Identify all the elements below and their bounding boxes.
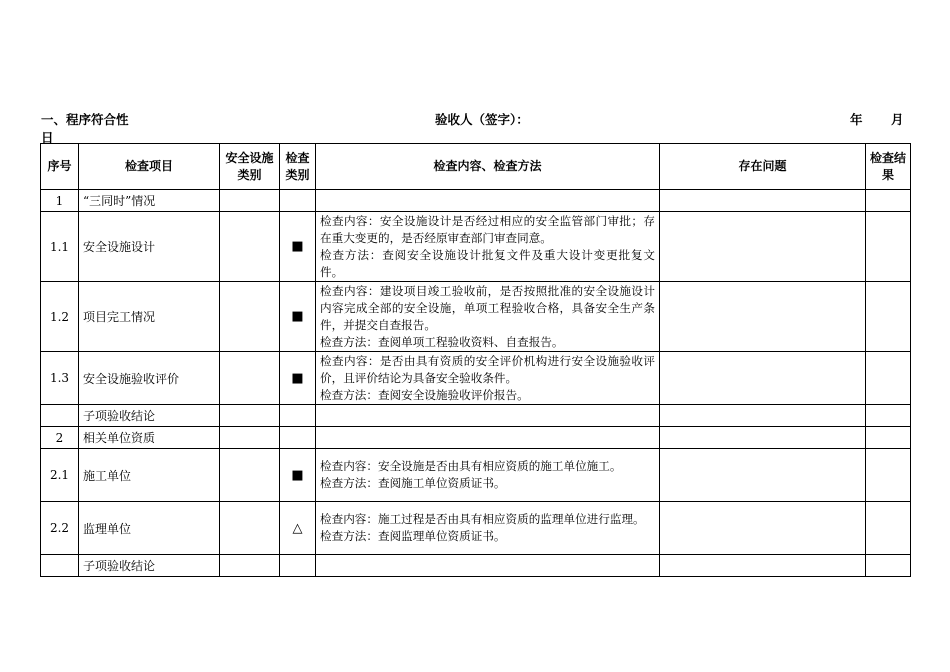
row-facility-type [220,190,280,212]
signer-label: 验收人（签字）： [435,112,529,127]
col-header-no: 序号 [41,144,79,190]
form-header [41,108,911,144]
row-issues [660,555,866,577]
row-item: 监理单位 [79,502,220,555]
row-content [316,190,660,212]
row-item: 相关单位资质 [79,427,220,449]
content-line: 检查内容：安全设施设计是否经过相应的安全监管部门审批；存在重大变更的，是否经原审查部门审查同意。 [320,213,655,245]
row-facility-type [220,502,280,555]
content-line: 检查方法：查阅安全设施设计批复文件及重大设计变更批复文件。 [320,247,655,279]
row-check-type: ■ [280,212,316,282]
row-item: 子项验收结论 [79,555,220,577]
row-check-type [280,190,316,212]
row-issues [660,502,866,555]
row-number: 2 [41,427,79,449]
table-row [41,427,911,449]
row-issues [660,212,866,282]
row-issues [660,449,866,502]
content-line: 检查内容：建设项目竣工验收前，是否按照批准的安全设施设计内容完成全部的安全设施，单项工程验收合格，具备安全生产条件，并提交自查报告。 [320,283,655,332]
row-check-type [280,427,316,449]
row-issues [660,352,866,405]
row-result [866,352,911,405]
row-result [866,427,911,449]
day-label: 日 [41,130,54,145]
section-title: 一、程序符合性 [41,112,129,127]
row-facility-type [220,405,280,427]
row-result [866,449,911,502]
row-content [316,502,660,555]
row-content [316,212,660,282]
row-item: 项目完工情况 [79,282,220,352]
content-line: 检查内容：施工过程是否由具有相应资质的监理单位进行监理。 [320,512,645,526]
row-number: 1.3 [41,352,79,405]
table-row [41,282,911,352]
row-issues [660,427,866,449]
row-result [866,190,911,212]
row-result [866,502,911,555]
table-row [41,502,911,555]
row-facility-type [220,555,280,577]
row-check-type: ■ [280,352,316,405]
table-row [41,555,911,577]
month-label: 月 [891,112,904,127]
row-result [866,212,911,282]
col-header-issues: 存在问题 [660,144,866,190]
row-item: 安全设施验收评价 [79,352,220,405]
row-result [866,555,911,577]
row-item: “三同时”情况 [79,190,220,212]
row-content [316,449,660,502]
table-row [41,405,911,427]
inspection-table [40,143,911,577]
content-line: 检查方法：查阅施工单位资质证书。 [320,476,506,490]
row-number [41,405,79,427]
row-check-type: ■ [280,449,316,502]
col-header-content: 检查内容、检查方法 [316,144,660,190]
content-line: 检查方法：查阅安全设施验收评价报告。 [320,387,529,402]
row-item: 安全设施设计 [79,212,220,282]
row-number: 1.1 [41,212,79,282]
row-number: 2.1 [41,449,79,502]
row-issues [660,405,866,427]
row-facility-type [220,427,280,449]
row-facility-type [220,282,280,352]
row-check-type [280,405,316,427]
row-issues [660,282,866,352]
row-item: 施工单位 [79,449,220,502]
row-facility-type [220,212,280,282]
row-content [316,405,660,427]
year-label: 年 [850,112,863,127]
content-line: 检查方法：查阅监理单位资质证书。 [320,529,506,543]
row-facility-type [220,449,280,502]
content-line: 检查方法：查阅单项工程验收资料、自查报告。 [320,334,564,349]
content-line: 检查内容：是否由具有资质的安全评价机构进行安全设施验收评价，且评价结论为具备安全验收条件。 [320,353,655,385]
table-row [41,212,911,282]
row-number: 1 [41,190,79,212]
col-header-check-type: 检查类别 [280,144,316,190]
row-number [41,555,79,577]
table-header-row [41,144,911,190]
row-check-type [280,555,316,577]
row-check-type: △ [280,502,316,555]
row-item: 子项验收结论 [79,405,220,427]
col-header-item: 检查项目 [79,144,220,190]
table-row [41,352,911,405]
row-issues [660,190,866,212]
row-facility-type [220,352,280,405]
content-line: 检查内容：安全设施是否由具有相应资质的施工单位施工。 [320,459,622,473]
row-content [316,352,660,405]
table-body [41,190,911,577]
table-row [41,449,911,502]
row-result [866,282,911,352]
table-row [41,190,911,212]
row-number: 1.2 [41,282,79,352]
col-header-facility-type: 安全设施类别 [220,144,280,190]
row-content [316,282,660,352]
row-result [866,405,911,427]
row-content [316,427,660,449]
col-header-result: 检查结果 [866,144,911,190]
row-content [316,555,660,577]
row-check-type: ■ [280,282,316,352]
row-number: 2.2 [41,502,79,555]
